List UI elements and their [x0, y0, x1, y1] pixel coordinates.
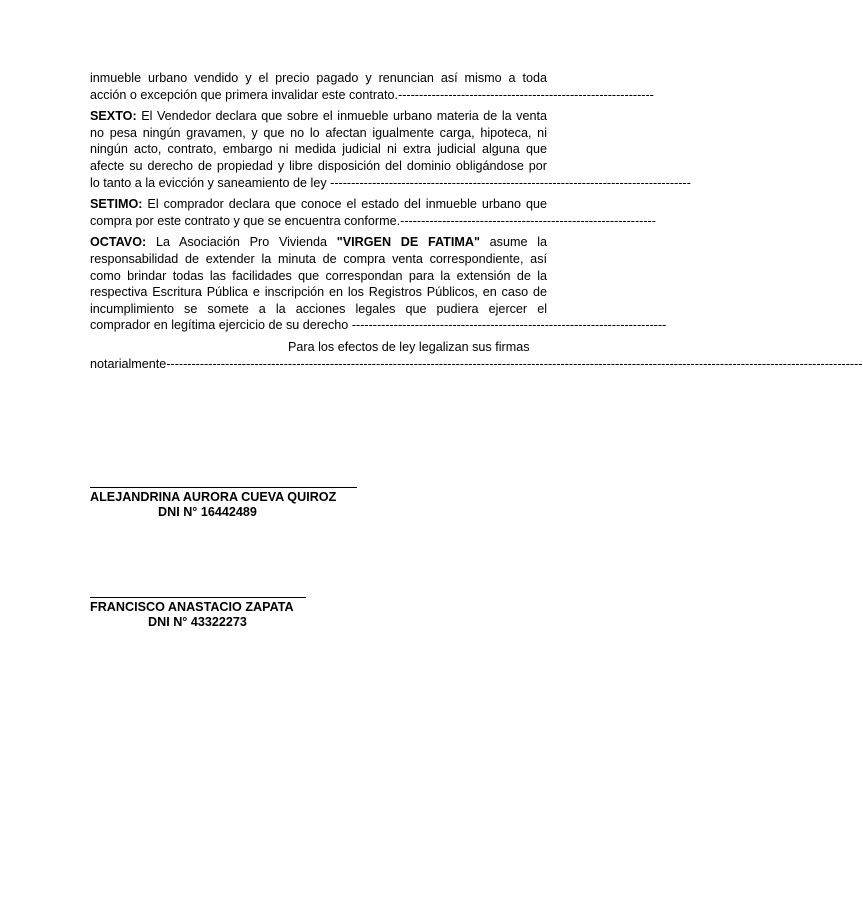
clause-heading: SETIMO: — [90, 197, 143, 212]
text-line: responsabilidad de extender la minuta de compra venta correspondiente, así — [90, 251, 547, 266]
text-line — [90, 196, 547, 213]
dash-filler: ------------------------------------------------------------- — [400, 213, 656, 228]
association-name: "VIRGEN DE FATIMA" — [336, 235, 480, 250]
text-segment: comprador en legítima ejercicio de su derecho — [90, 318, 352, 333]
text-line — [90, 234, 547, 251]
dash-filler: ------------------------------------------------------------- — [398, 87, 654, 102]
clause-heading: SEXTO: — [90, 109, 137, 124]
text-segment: La Asociación Pro Vivienda — [146, 235, 337, 250]
text-line: afecte su derecho de propiedad y libre disposición del dominio obligándose por — [90, 158, 547, 173]
text-segment: acción o excepción que primera invalidar este contrato. — [90, 87, 399, 102]
text-line: como brindar todas las facilidades que correspondan para la extensión de la — [90, 268, 547, 283]
text-segment: El comprador declara que conoce el estado del inmueble urbano que — [142, 197, 547, 212]
signature-line — [90, 486, 357, 488]
text-line — [90, 175, 691, 192]
text-line — [90, 87, 654, 104]
closing-paragraph — [90, 339, 863, 372]
clause-heading: OCTAVO: — [90, 235, 147, 250]
text-line — [90, 213, 656, 230]
paragraph-intro — [90, 70, 654, 103]
clause-sexto — [90, 108, 691, 191]
clause-octavo — [90, 234, 667, 334]
text-segment: compra por este contrato y que se encuentra conforme. — [90, 213, 401, 228]
text-line — [90, 317, 667, 334]
text-segment: notarialmente — [90, 356, 167, 371]
text-line: ningún acto, contrato, embargo ni medida judicial ni extra judicial alguna que — [90, 142, 547, 157]
clause-setimo — [90, 196, 656, 229]
text-line: incumplimiento se somete a la acciones legales que pudiera ejercer el — [90, 301, 547, 316]
text-line: no pesa ningún gravamen, y que no lo afectan igualmente carga, hipoteca, ni — [90, 125, 547, 140]
dash-filler: --------------------------------------------------------------------------- — [351, 318, 667, 333]
signatory-name: ALEJANDRINA AURORA CUEVA QUIROZ — [90, 490, 337, 504]
signatory-name: FRANCISCO ANASTACIO ZAPATA — [90, 600, 294, 614]
text-line — [90, 108, 547, 125]
dash-filler: -------------------------------------------------------------------------------------- — [330, 175, 691, 190]
text-line: inmueble urbano vendido y el precio pagado y renuncian así mismo a toda — [90, 71, 547, 85]
signature-block-seller — [90, 486, 357, 520]
text-line: Para los efectos de ley legalizan sus firmas — [288, 339, 530, 354]
text-segment: asume la — [479, 235, 548, 250]
signature-line — [90, 596, 306, 598]
signatory-dni: DNI N° 43322273 — [148, 615, 247, 629]
text-segment: El Vendedor declara que sobre el inmueble urbano materia de la venta — [136, 109, 547, 124]
dash-filler: ---------------------------------------------------------------------------------------------------------------------------------------------------------------------- — [166, 356, 863, 371]
document-body — [90, 70, 863, 377]
text-segment: lo tanto a la evicción y saneamiento de ley — [90, 175, 331, 190]
text-line: respectiva Escritura Pública e inscripción en los Registros Públicos, en caso de — [90, 285, 547, 300]
text-line — [90, 356, 863, 373]
signatory-dni: DNI N° 16442489 — [158, 505, 257, 519]
signature-block-buyer — [90, 596, 306, 630]
